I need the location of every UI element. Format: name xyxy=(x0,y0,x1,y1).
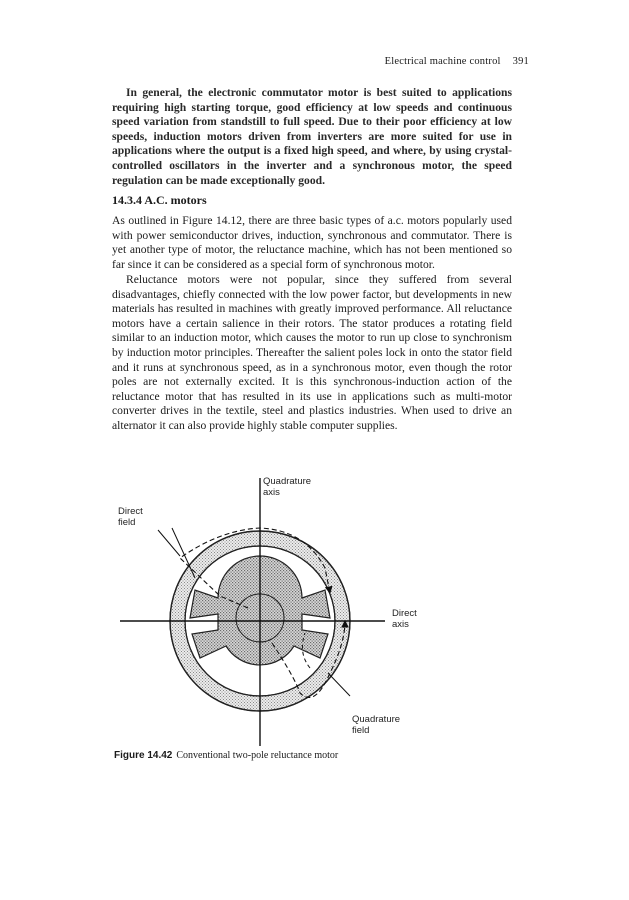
figure-caption xyxy=(114,750,338,761)
direct-axis-label: Direct axis xyxy=(392,608,417,630)
quadrature-axis-label: Quadrature axis xyxy=(263,476,312,498)
figure-caption-text: Conventional two-pole reluctance motor xyxy=(176,750,339,761)
direct-field-label: Direct field xyxy=(118,506,143,528)
quadrature-field-label: Quadrature field xyxy=(352,714,401,736)
paragraph-intro: In general, the electronic commutator motor is best suited to applications requiring high starting torque, good efficiency at low speeds and continuous speed variation from standstill to full speed. Due to their poor efficiency at low speeds, induction motors driven from inverters are more suited for use in applications where the output is a fixed high speed, and where, by using crystal-controlled oscillators in the inverter and a synchronous motor, the speed regulation can be made exceptionally good. xyxy=(112,86,512,187)
running-header-title: Electrical machine control xyxy=(384,56,501,67)
reluctance-motor-diagram xyxy=(100,468,440,748)
running-header xyxy=(385,56,529,67)
figure-caption-number: Figure 14.42 xyxy=(114,750,173,761)
section-heading: 14.3.4 A.C. motors xyxy=(112,193,207,207)
page-number: 391 xyxy=(512,56,529,67)
paragraph-reluctance-motors: Reluctance motors were not popular, since they suffered from several disadvantages, chiefly connected with the low power factor, but developments in new materials has resulted in machines with greatly improved performance. All reluctance motors have a certain salience in their rotors. The stator produces a rotating field similar to an induction motor, which causes the motor to run up close to synchronism by induction motor principles. Thereafter the salient poles lock in onto the stator field and it runs at synchronous speed, as in a synchronous motor, even though the rotor poles are not externally excited. It is this synchronous-induction action of the reluctance motor that has resulted in its use in applications such as multi-motor converter drives in the textile, steel and plastics industries. When used to drive an alternator it can also provide highly stable computer supplies. xyxy=(112,273,512,432)
paragraph-ac-motors: As outlined in Figure 14.12, there are three basic types of a.c. motors popularly used with power semiconductor drives, induction, synchronous and commutator. There is yet another type of motor, the reluctance machine, which has not been mentioned so far since it can be considered as a special form of synchronous motor. xyxy=(112,214,512,271)
reluctance-motor-figure xyxy=(100,468,440,748)
